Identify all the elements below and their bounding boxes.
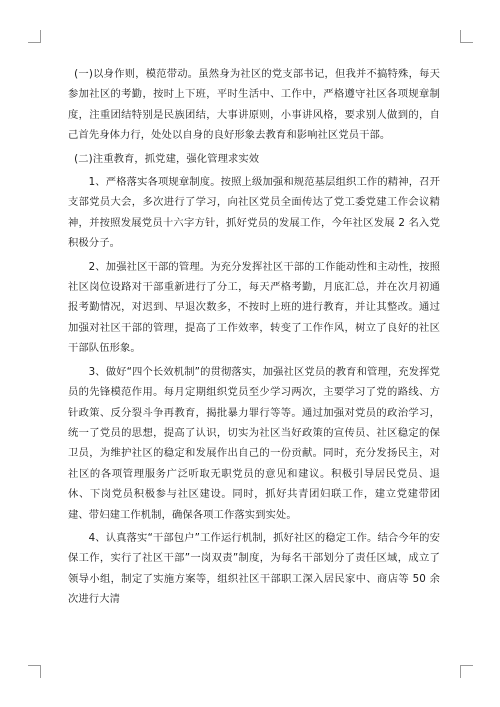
- paragraph-long-term-mechanism: 3、做好“四个长效机制”的贯彻落实，加强社区党员的教育和管理，充发挥党员的先锋模范作用。每月定期组织党员至少学习两次，主要学习了党的路线、方针政策、反分裂斗争再教育，揭批暴力罪行等等。通过加强对党员的政治学习，统一了党员的思想，提高了认识，切实为社区当好政策的宣传员、社区稳定的保卫员，为维护社区的稳定和发展作出自己的一份贡献。同时，充分发扬民主，对社区的各项管理服务广泛听取无职党员的意见和建议。积极引导居民党员、退休、下岗党员积极参与社区建设。同时，抓好共青团妇联工作，建立党建带团建、带妇建工作机制，确保各项工作落实到实处。: [68, 365, 440, 521]
- crop-mark-bottom-left: [28, 665, 41, 678]
- paragraph-household-mechanism: 4、认真落实“干部包户”工作运行机制，抓好社区的稳定工作。结合今年的安保工作，实行了社区干部”一岗双责”制度，为每名干部划分了责任区域，成立了领导小组，制定了实施方案等，组织社区干部职工深入居民家中、商店等 50 余次进行大清: [68, 531, 440, 606]
- crop-mark-top-left: [28, 30, 41, 43]
- crop-mark-bottom-right: [460, 665, 473, 678]
- section-heading-education: (二)注重教育，抓党建，强化管理求实效: [74, 152, 260, 165]
- paragraph-leading-by-example: (一)以身作则，模范带动。虽然身为社区的党支部书记，但我并不搞特殊，每天参加社区的考勤，按时上下班，平时生活中、工作中，严格遵守社区各项规章制度，注重团结特别是民族团结，大事讲原则，小事讲风格，要求别人做到的，自己首先身体力行，处处以自身的良好形象去教育和影响社区党员干部。: [68, 68, 440, 142]
- paragraph-cadre-management: 2、加强社区干部的管理。为充分发挥社区干部的工作能动性和主动性，按照社区岗位设路对干部重新进行了分工，每天严格考勤，月底汇总，并在次月初通报考勤情况，对迟到、早退次数多，不按时上班的进行教育，并让其整改。通过加强对社区干部的管理，提高了工作效率，转变了工作作风，树立了良好的社区干部队伍形象。: [68, 260, 440, 355]
- crop-mark-top-right: [460, 30, 473, 43]
- document-body: [68, 64, 440, 613]
- paragraph-rules-implementation: 1、严格落实各项规章制度。按照上级加强和规范基层组织工作的精神，召开支部党员大会，多次进行了学习，向社区党员全面传达了党工委党建工作会议精神，并按照发展党员十六字方针，抓好党员的发展工作，今年社区发展 2 名入党积极分子。: [68, 176, 440, 250]
